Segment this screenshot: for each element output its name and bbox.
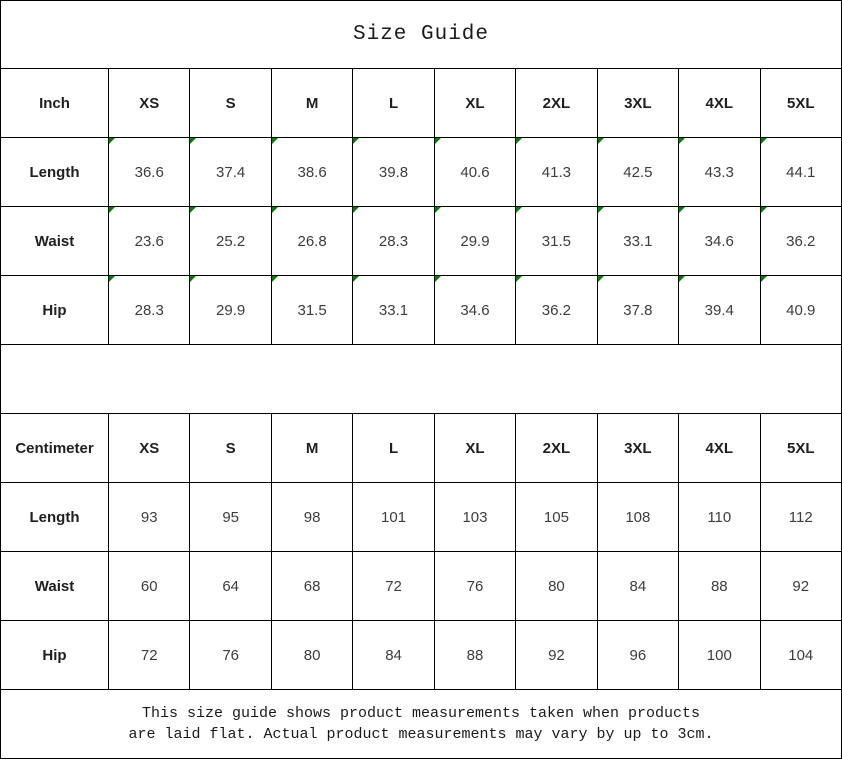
value-text: 29.9	[216, 301, 246, 319]
value-text: 36.2	[541, 301, 571, 319]
value-text: 36.2	[786, 232, 816, 250]
row-label-cell: Waist	[1, 552, 109, 621]
value-cell	[190, 621, 271, 690]
page-title: Size Guide	[1, 1, 842, 69]
size-header-cell: L	[353, 69, 434, 138]
value-text: 92	[792, 577, 810, 595]
corner-marker-icon	[598, 276, 604, 282]
value-text: 31.5	[297, 301, 327, 319]
corner-marker-icon	[272, 138, 278, 144]
corner-marker-icon	[435, 276, 441, 282]
value-text: 104	[788, 646, 814, 664]
corner-marker-icon	[679, 138, 685, 144]
value-cell	[679, 552, 760, 621]
corner-marker-icon	[109, 276, 115, 282]
measurement-row	[1, 552, 842, 621]
value-text: 112	[788, 508, 813, 526]
footer-section	[1, 690, 842, 759]
value-text: 98	[303, 508, 321, 526]
size-header-cell: XL	[434, 414, 515, 483]
value-cell	[271, 483, 352, 552]
corner-marker-icon	[272, 207, 278, 213]
corner-marker-icon	[516, 276, 522, 282]
measurement-row	[1, 483, 842, 552]
value-text: 105	[543, 508, 569, 526]
value-cell	[597, 276, 678, 345]
size-header-cell: 4XL	[679, 69, 760, 138]
value-text: 76	[222, 646, 239, 664]
value-text: 36.6	[134, 163, 164, 181]
value-cell	[271, 207, 352, 276]
value-cell	[760, 276, 842, 345]
corner-marker-icon	[353, 138, 359, 144]
value-cell	[434, 552, 515, 621]
corner-marker-icon	[679, 207, 685, 213]
size-header-row	[1, 414, 842, 483]
value-text: 26.8	[297, 232, 327, 250]
spacer-row	[1, 345, 842, 414]
corner-marker-icon	[435, 207, 441, 213]
value-cell	[434, 138, 515, 207]
size-header-cell: XL	[434, 69, 515, 138]
size-header-cell: 5XL	[760, 414, 842, 483]
value-text: 34.6	[460, 301, 490, 319]
corner-marker-icon	[761, 276, 767, 282]
centimeter-table-section	[1, 414, 842, 690]
value-cell	[434, 621, 515, 690]
value-text: 33.1	[623, 232, 653, 250]
value-cell	[679, 138, 760, 207]
value-cell	[190, 207, 271, 276]
value-cell	[271, 276, 352, 345]
value-text: 84	[629, 577, 647, 595]
corner-marker-icon	[516, 207, 522, 213]
value-text: 108	[625, 508, 651, 526]
value-text: 96	[629, 646, 647, 664]
corner-marker-icon	[190, 207, 196, 213]
value-cell	[109, 483, 190, 552]
value-text: 40.6	[460, 163, 490, 181]
value-cell	[760, 138, 842, 207]
measurement-row	[1, 207, 842, 276]
corner-marker-icon	[272, 276, 278, 282]
value-text: 88	[466, 646, 484, 664]
value-text: 33.1	[378, 301, 409, 319]
value-text: 34.6	[704, 232, 734, 250]
corner-marker-icon	[353, 207, 359, 213]
value-text: 68	[303, 577, 321, 595]
corner-marker-icon	[598, 138, 604, 144]
size-header-cell: S	[190, 69, 271, 138]
value-cell	[434, 276, 515, 345]
value-cell	[190, 552, 271, 621]
corner-marker-icon	[516, 138, 522, 144]
value-cell	[516, 621, 597, 690]
value-text: 95	[222, 508, 239, 526]
corner-marker-icon	[435, 138, 441, 144]
unit-header-cell: Centimeter	[1, 414, 109, 483]
value-cell	[679, 276, 760, 345]
size-header-cell: 4XL	[679, 414, 760, 483]
value-text: 41.3	[541, 163, 571, 181]
value-cell	[597, 483, 678, 552]
corner-marker-icon	[190, 138, 196, 144]
value-cell	[109, 207, 190, 276]
value-text: 93	[140, 508, 158, 526]
unit-header-cell: Inch	[1, 69, 109, 138]
value-cell	[190, 138, 271, 207]
value-cell	[353, 621, 434, 690]
corner-marker-icon	[761, 207, 767, 213]
value-cell	[190, 483, 271, 552]
value-text: 25.2	[216, 232, 246, 250]
value-text: 88	[710, 577, 728, 595]
value-text: 100	[706, 646, 732, 664]
value-text: 28.3	[134, 301, 164, 319]
corner-marker-icon	[598, 207, 604, 213]
size-header-cell: 2XL	[516, 414, 597, 483]
value-text: 23.6	[134, 232, 164, 250]
corner-marker-icon	[353, 276, 359, 282]
row-label-cell: Waist	[1, 207, 109, 276]
value-cell	[516, 207, 597, 276]
title-row	[1, 1, 842, 69]
value-cell	[353, 483, 434, 552]
value-cell	[434, 483, 515, 552]
value-cell	[597, 138, 678, 207]
value-text: 29.9	[460, 232, 490, 250]
value-text: 28.3	[378, 232, 409, 250]
value-text: 40.9	[786, 301, 816, 319]
size-header-cell: M	[271, 69, 352, 138]
size-header-cell: M	[271, 414, 352, 483]
measurement-row	[1, 138, 842, 207]
title-section	[1, 1, 842, 69]
size-header-row	[1, 69, 842, 138]
value-cell	[597, 552, 678, 621]
value-cell	[353, 276, 434, 345]
value-cell	[679, 483, 760, 552]
value-text: 37.8	[623, 301, 653, 319]
value-cell	[109, 552, 190, 621]
footnote-line-1: This size guide shows product measurements taken when products	[141, 705, 701, 722]
value-text: 37.4	[216, 163, 246, 181]
value-text: 101	[381, 508, 407, 526]
value-cell	[516, 552, 597, 621]
value-text: 43.3	[704, 163, 734, 181]
value-text: 39.8	[378, 163, 409, 181]
value-text: 80	[548, 577, 565, 595]
value-cell	[679, 621, 760, 690]
footnote-line-2: are laid flat. Actual product measurements may vary by up to 3cm.	[128, 726, 714, 743]
value-cell	[679, 207, 760, 276]
value-cell	[597, 207, 678, 276]
corner-marker-icon	[190, 276, 196, 282]
size-header-cell: 2XL	[516, 69, 597, 138]
spacer-section	[1, 345, 842, 414]
corner-marker-icon	[679, 276, 685, 282]
value-cell	[109, 621, 190, 690]
value-cell	[516, 276, 597, 345]
inch-table-section	[1, 69, 842, 345]
value-cell	[760, 207, 842, 276]
value-text: 64	[222, 577, 239, 595]
value-text: 80	[303, 646, 321, 664]
value-cell	[760, 552, 842, 621]
value-text: 72	[140, 646, 158, 664]
value-text: 60	[140, 577, 158, 595]
value-text: 42.5	[623, 163, 653, 181]
value-text: 110	[707, 508, 732, 526]
size-header-cell: XS	[109, 69, 190, 138]
value-cell	[271, 621, 352, 690]
corner-marker-icon	[761, 138, 767, 144]
measurement-row	[1, 276, 842, 345]
value-cell	[516, 138, 597, 207]
value-text: 38.6	[297, 163, 327, 181]
value-cell	[271, 138, 352, 207]
size-header-cell: 3XL	[597, 69, 678, 138]
value-cell	[760, 483, 842, 552]
value-cell	[271, 552, 352, 621]
value-cell	[109, 138, 190, 207]
value-text: 92	[548, 646, 565, 664]
row-label-cell: Length	[1, 138, 109, 207]
measurement-row	[1, 621, 842, 690]
value-cell	[109, 276, 190, 345]
row-label-cell: Hip	[1, 276, 109, 345]
value-text: 84	[385, 646, 402, 664]
size-header-cell: 3XL	[597, 414, 678, 483]
row-label-cell: Length	[1, 483, 109, 552]
value-cell	[353, 138, 434, 207]
value-text: 76	[466, 577, 484, 595]
corner-marker-icon	[109, 207, 115, 213]
size-header-cell: S	[190, 414, 271, 483]
footnote-row	[1, 690, 842, 759]
value-text: 44.1	[786, 163, 816, 181]
value-cell	[516, 483, 597, 552]
footnote	[1, 690, 842, 759]
size-header-cell: L	[353, 414, 434, 483]
value-cell	[434, 207, 515, 276]
value-cell	[190, 276, 271, 345]
value-cell	[353, 552, 434, 621]
value-cell	[760, 621, 842, 690]
size-header-cell: XS	[109, 414, 190, 483]
spacer-cell	[1, 345, 842, 414]
value-text: 31.5	[541, 232, 571, 250]
row-label-cell: Hip	[1, 621, 109, 690]
value-text: 72	[385, 577, 402, 595]
value-text: 103	[462, 508, 488, 526]
value-text: 39.4	[704, 301, 734, 319]
corner-marker-icon	[109, 138, 115, 144]
value-cell	[353, 207, 434, 276]
value-cell	[597, 621, 678, 690]
size-header-cell: 5XL	[760, 69, 842, 138]
